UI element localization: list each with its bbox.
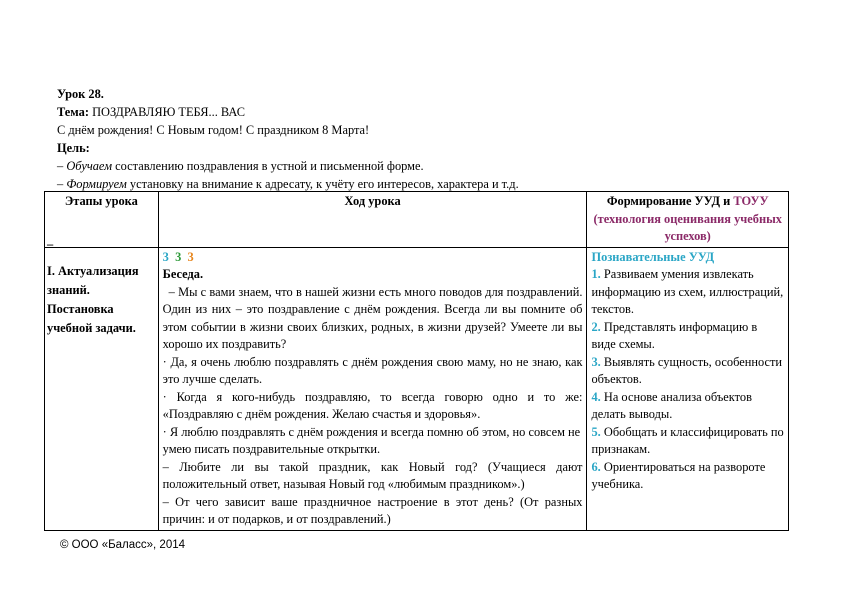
uud-cell [587,247,789,530]
stage-cell [45,236,159,530]
table-header-row [45,192,789,248]
goal-item: – Обучаем составлению поздравления в устной и письменной форме. [57,159,424,173]
copyright-footer: © ООО «Баласс», 2014 [60,539,186,551]
uud-title: Познавательные УУД [591,249,715,264]
section-title: Беседа. [162,267,204,281]
col-stages-header: Этапы урока [45,192,159,248]
lesson-table [44,191,789,531]
uud-item: 1. Развиваем умения извлекать информацию из схем, иллюстраций, текстов. [591,267,784,316]
uud-item: 4. На основе анализа объектов делать выводы. [591,389,752,421]
uud-item: 6. Ориентироваться на развороте учебника. [591,459,766,491]
lesson-number: Урок 28. [57,87,104,101]
table-row [45,247,789,530]
score-badges: 3 3 3 [162,249,194,264]
dialogue-paragraph: · Когда я кого-нибудь поздравляю, то всегда говорю одно и то же: «Поздравляю с днём рождения. Желаю счастья и здоровья». [162,389,583,421]
dialogue-paragraph: · Я люблю поздравлять с днём рождения и всегда помню об этом, но совсем не умею писать поздравительные открытки. [162,424,581,456]
lesson-header [57,85,797,193]
uud-item: 3. Выявлять сущность, особенности объектов. [591,354,783,386]
dialogue-paragraph: – Мы с вами знаем, что в нашей жизни есть много поводов для поздравлений. Один из них – это поздравление с днём рождения. Всегда ли вы помните об этом событии в жизни своих близких, родных, в жизни друзей? Умеете ли вы хорошо их поздравить? [162,284,583,351]
stage-name: I. Актуализация знаний. Постановка учебной задачи. [47,263,139,335]
course-cell [158,247,587,530]
dialogue-paragraph: · Да, я очень люблю поздравлять с днём рождения свою маму, но не знаю, как это лучше сделать. [162,354,583,386]
goal-item: – Формируем установку на внимание к адресату, к учёту его интересов, характера и т.д. [57,177,519,191]
uud-item: 2. Представлять информацию в виде схемы. [591,319,758,351]
goal-label: Цель: [57,141,90,155]
col-uud-header: Формирование УУД и ТОУУ (технология оценивания учебных успехов) [587,192,789,248]
dialogue-paragraph: – Любите ли вы такой праздник, как Новый год? (Учащиеся дают положительный ответ, называя Новый год «любимым праздником».) [162,459,583,491]
lesson-subtopic: С днём рождения! С Новым годом! С праздником 8 Марта! [57,123,370,137]
lesson-topic: Тема: ПОЗДРАВЛЯЮ ТЕБЯ... ВАС [57,105,245,119]
col-course-header: Ход урока [158,192,587,248]
row-marker: – [47,236,54,251]
dialogue-paragraph: – От чего зависит ваше праздничное настроение в этот день? (От разных причин: и от подарков, и от поздравлений.) [162,494,583,526]
uud-item: 5. Обобщать и классифицировать по признакам. [591,424,784,456]
